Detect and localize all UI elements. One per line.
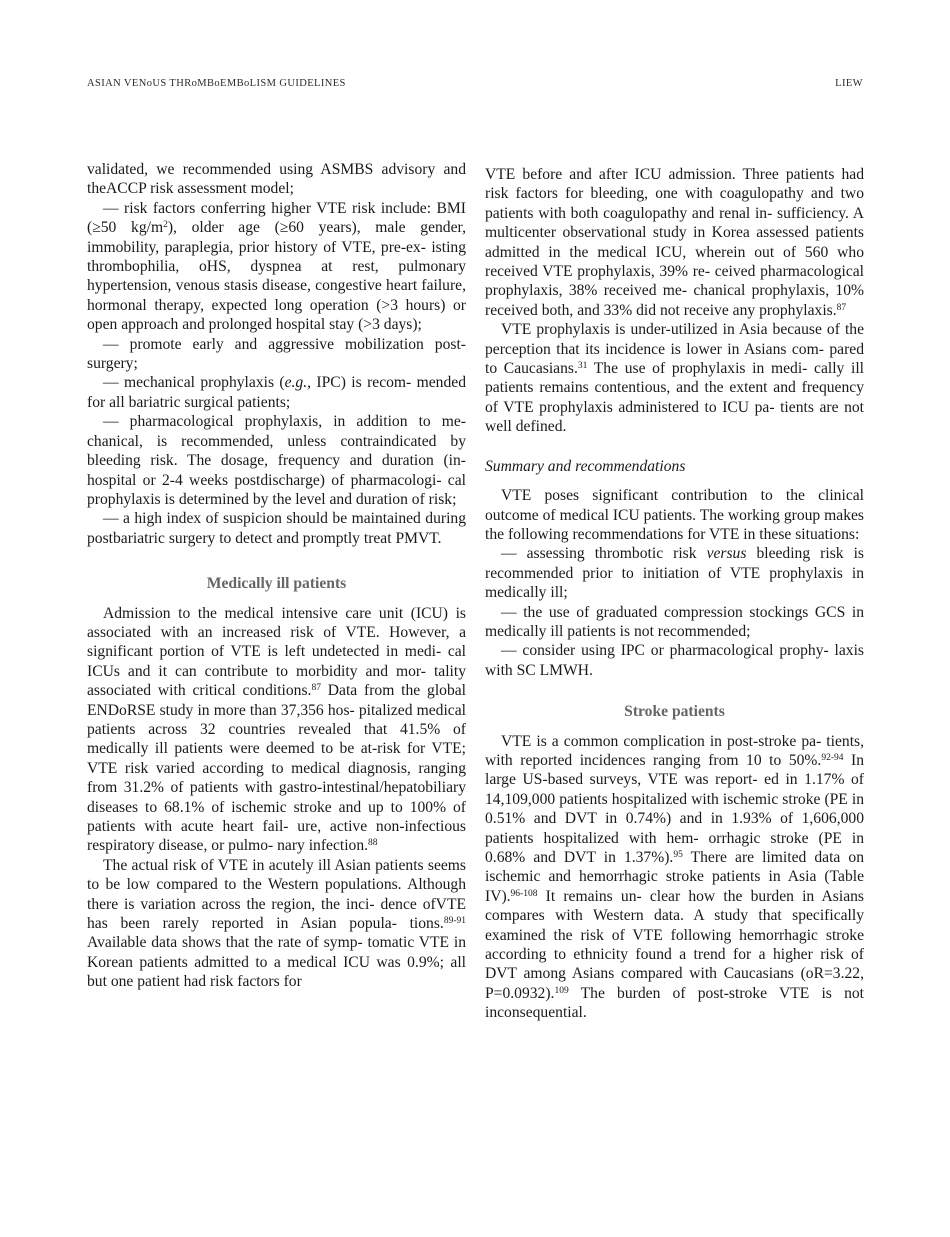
- running-head-author: LIEW: [835, 78, 863, 89]
- text-run: Available data shows that the rate of symp- tomatic VTE in Korean patients admitted to a medical ICU was 0.9%; all but one patient had risk factors for: [87, 934, 466, 991]
- text-run: — assessing thrombotic risk: [501, 545, 707, 563]
- citation-ref: 95: [673, 850, 683, 860]
- list-item-gcs: — the use of graduated compression stockings GCS in medically ill patients is not recommended;: [485, 603, 864, 640]
- citation-ref: 88: [368, 838, 378, 849]
- citation-ref: 92-94: [821, 752, 844, 763]
- text-run: VTE before and after ICU admission. Three patients had risk factors for bleeding, one with coagulopathy and two patients with both coagulopathy and renal in- sufficiency. A multicenter observational study in Korea assessed patients admitted in the medical ICU, wherein out of 560 who received VTE prophylaxis, 39% re- ceived pharmacological prophylaxis, 38% received me- chanical prophylaxis, 10% received both, and 33% did not receive any prophylaxis.: [485, 166, 864, 319]
- text-run: bleeding risk is recommended prior to initiation of VTE prophylaxis in medically ill;: [485, 545, 864, 602]
- subsection-heading-summary: Summary and recommendations: [485, 457, 686, 475]
- text-run: VTE prophylaxis is under-utilized in Asia because of the perception that its incidence is lower in Asians com- pared to Caucasians.: [485, 321, 864, 378]
- paragraph-summary: VTE poses significant contribution to the clinical outcome of medical ICU patients. The working group makes the following recommendations for VTE in these situations:: [485, 487, 864, 543]
- left-column: [87, 160, 466, 992]
- text-run: Admission to the medical intensive care unit (ICU) is associated with an increased risk of VTE. However, a significant portion of VTE is left undetected in medi- cal ICUs and it can contribute to morbidity and mor- tality associated with critical conditions.: [87, 604, 466, 700]
- section-heading-medically-ill: Medically ill patients: [206, 575, 347, 593]
- italic-text: e.g.: [284, 374, 308, 392]
- citation-ref: 87: [836, 302, 847, 313]
- text-run: The actual risk of VTE in acutely ill Asian patients seems to be low compared to the Western populations. Although there is variation across the region, the inci- dence ofVTE has been rarely reported in Asian popula- tions.: [87, 856, 466, 933]
- paragraph-actual-risk: [87, 856, 466, 992]
- section-heading-stroke: Stroke patients: [624, 703, 725, 721]
- text-run: The use of prophylaxis in medi- cally ill patients remains contentious, and the extent and frequency of VTE prophylaxis administered to ICU pa- tients are not well defined.: [485, 360, 865, 436]
- list-item-mechanical: [87, 373, 466, 412]
- paragraph-admission: [87, 604, 466, 856]
- citation-ref: 31: [577, 361, 588, 372]
- superscript: 2: [163, 220, 168, 231]
- text-run: In large US-based surveys, VTE was report- ed in 1.17% of 14,109,000 patients hospitalized with ischemic stroke (PE in 0.51% and DVT in 0.74%) and in 1.93% of 1,606,000 patients hospitalized with hem- orrhagic stroke (PE in 0.68% and DVT in 1.37%).: [485, 751, 864, 866]
- citation-ref: 96-108: [510, 888, 538, 899]
- list-item-pharmacological: — pharmacological prophylaxis, in addition to me- chanical, is recommended, unless contraindicated by bleeding risk. The dosage, frequency and duration (in- hospital or 2-4 weeks postdischarge) of pharmacologi- cal prophylaxis is determined by the level and duration of risk;: [87, 413, 466, 508]
- text-run: — mechanical prophylaxis (: [103, 374, 285, 392]
- list-item-suspicion: — a high index of suspicion should be maintained during postbariatric surgery to detect and promptly treat PMVT.: [87, 510, 466, 547]
- italic-text: versus: [706, 545, 747, 563]
- list-item-ipc: — consider using IPC or pharmacological prophy- laxis with SC LMWH.: [485, 642, 864, 679]
- text-run: — risk factors conferring higher VTE risk include: BMI (≥50 kg/m: [87, 199, 466, 237]
- list-item-assessing: [485, 544, 864, 602]
- paragraph-underutilized: [485, 320, 864, 436]
- running-head-title: ASIAN VENoUS THRoMBoEMBoLISM GUIDELINES: [87, 78, 346, 89]
- citation-ref: 87: [311, 683, 321, 694]
- text-run: It remains un- clear how the burden in Asians compares with Western data. A study that specifically examined the risk of VTE following hemorrhagic stroke according to ethnicity found a trend for a higher risk of DVT among Asians compared with Caucasians (oR=3.22, P=0.0932).: [485, 887, 864, 1002]
- citation-ref: 109: [554, 985, 569, 996]
- text-run: The burden of post-stroke VTE is not inconsequential.: [485, 984, 864, 1022]
- text-run: ), older age (≥60 years), male gender, immobility, paraplegia, prior history of VTE, pre-ex- isting thrombophilia, oHS, dyspnea at rest, pulmonary hypertension, venous stasis disease, congestive heart failure, hormonal therapy, expected long operation (>3 hours) or open approach and prolonged hospital stay (>3 days);: [87, 219, 466, 334]
- list-item-mobilization: — promote early and aggressive mobilization post-surgery;: [87, 335, 466, 373]
- text-run: VTE is a common complication in post-stroke pa- tients, with reported incidences ranging from 10 to 50%.: [485, 732, 864, 769]
- text-run: , IPC) is recom- mended for all bariatric surgical patients;: [87, 374, 466, 411]
- citation-ref: 89-91: [443, 916, 466, 927]
- list-item-risk-factors: [87, 199, 466, 335]
- paragraph-stroke: [485, 732, 864, 1023]
- paragraph-continued: validated, we recommended using ASMBS advisory and theACCP risk assessment model;: [87, 161, 466, 198]
- text-run: Data from the global ENDoRSE study in more than 37,356 hos- pitalized medical patients across 32 countries revealed that 41.5% of medically ill patients were deemed to be at-risk for VTE; VTE risk varied according to medical diagnosis, ranging from 31.2% of patients with gastro-intestinal/hepatobiliary diseases to 68.1% of ischemic stroke and up to 100% of patients with acute heart fail- ure, active non-infectious respiratory disease, or pulmo- nary infection.: [87, 682, 467, 855]
- text-run: There are limited data on ischemic and hemorrhagic stroke patients in Asia (Table IV).: [485, 849, 864, 905]
- paragraph-continued-right: [485, 165, 864, 320]
- right-column: [485, 165, 864, 1023]
